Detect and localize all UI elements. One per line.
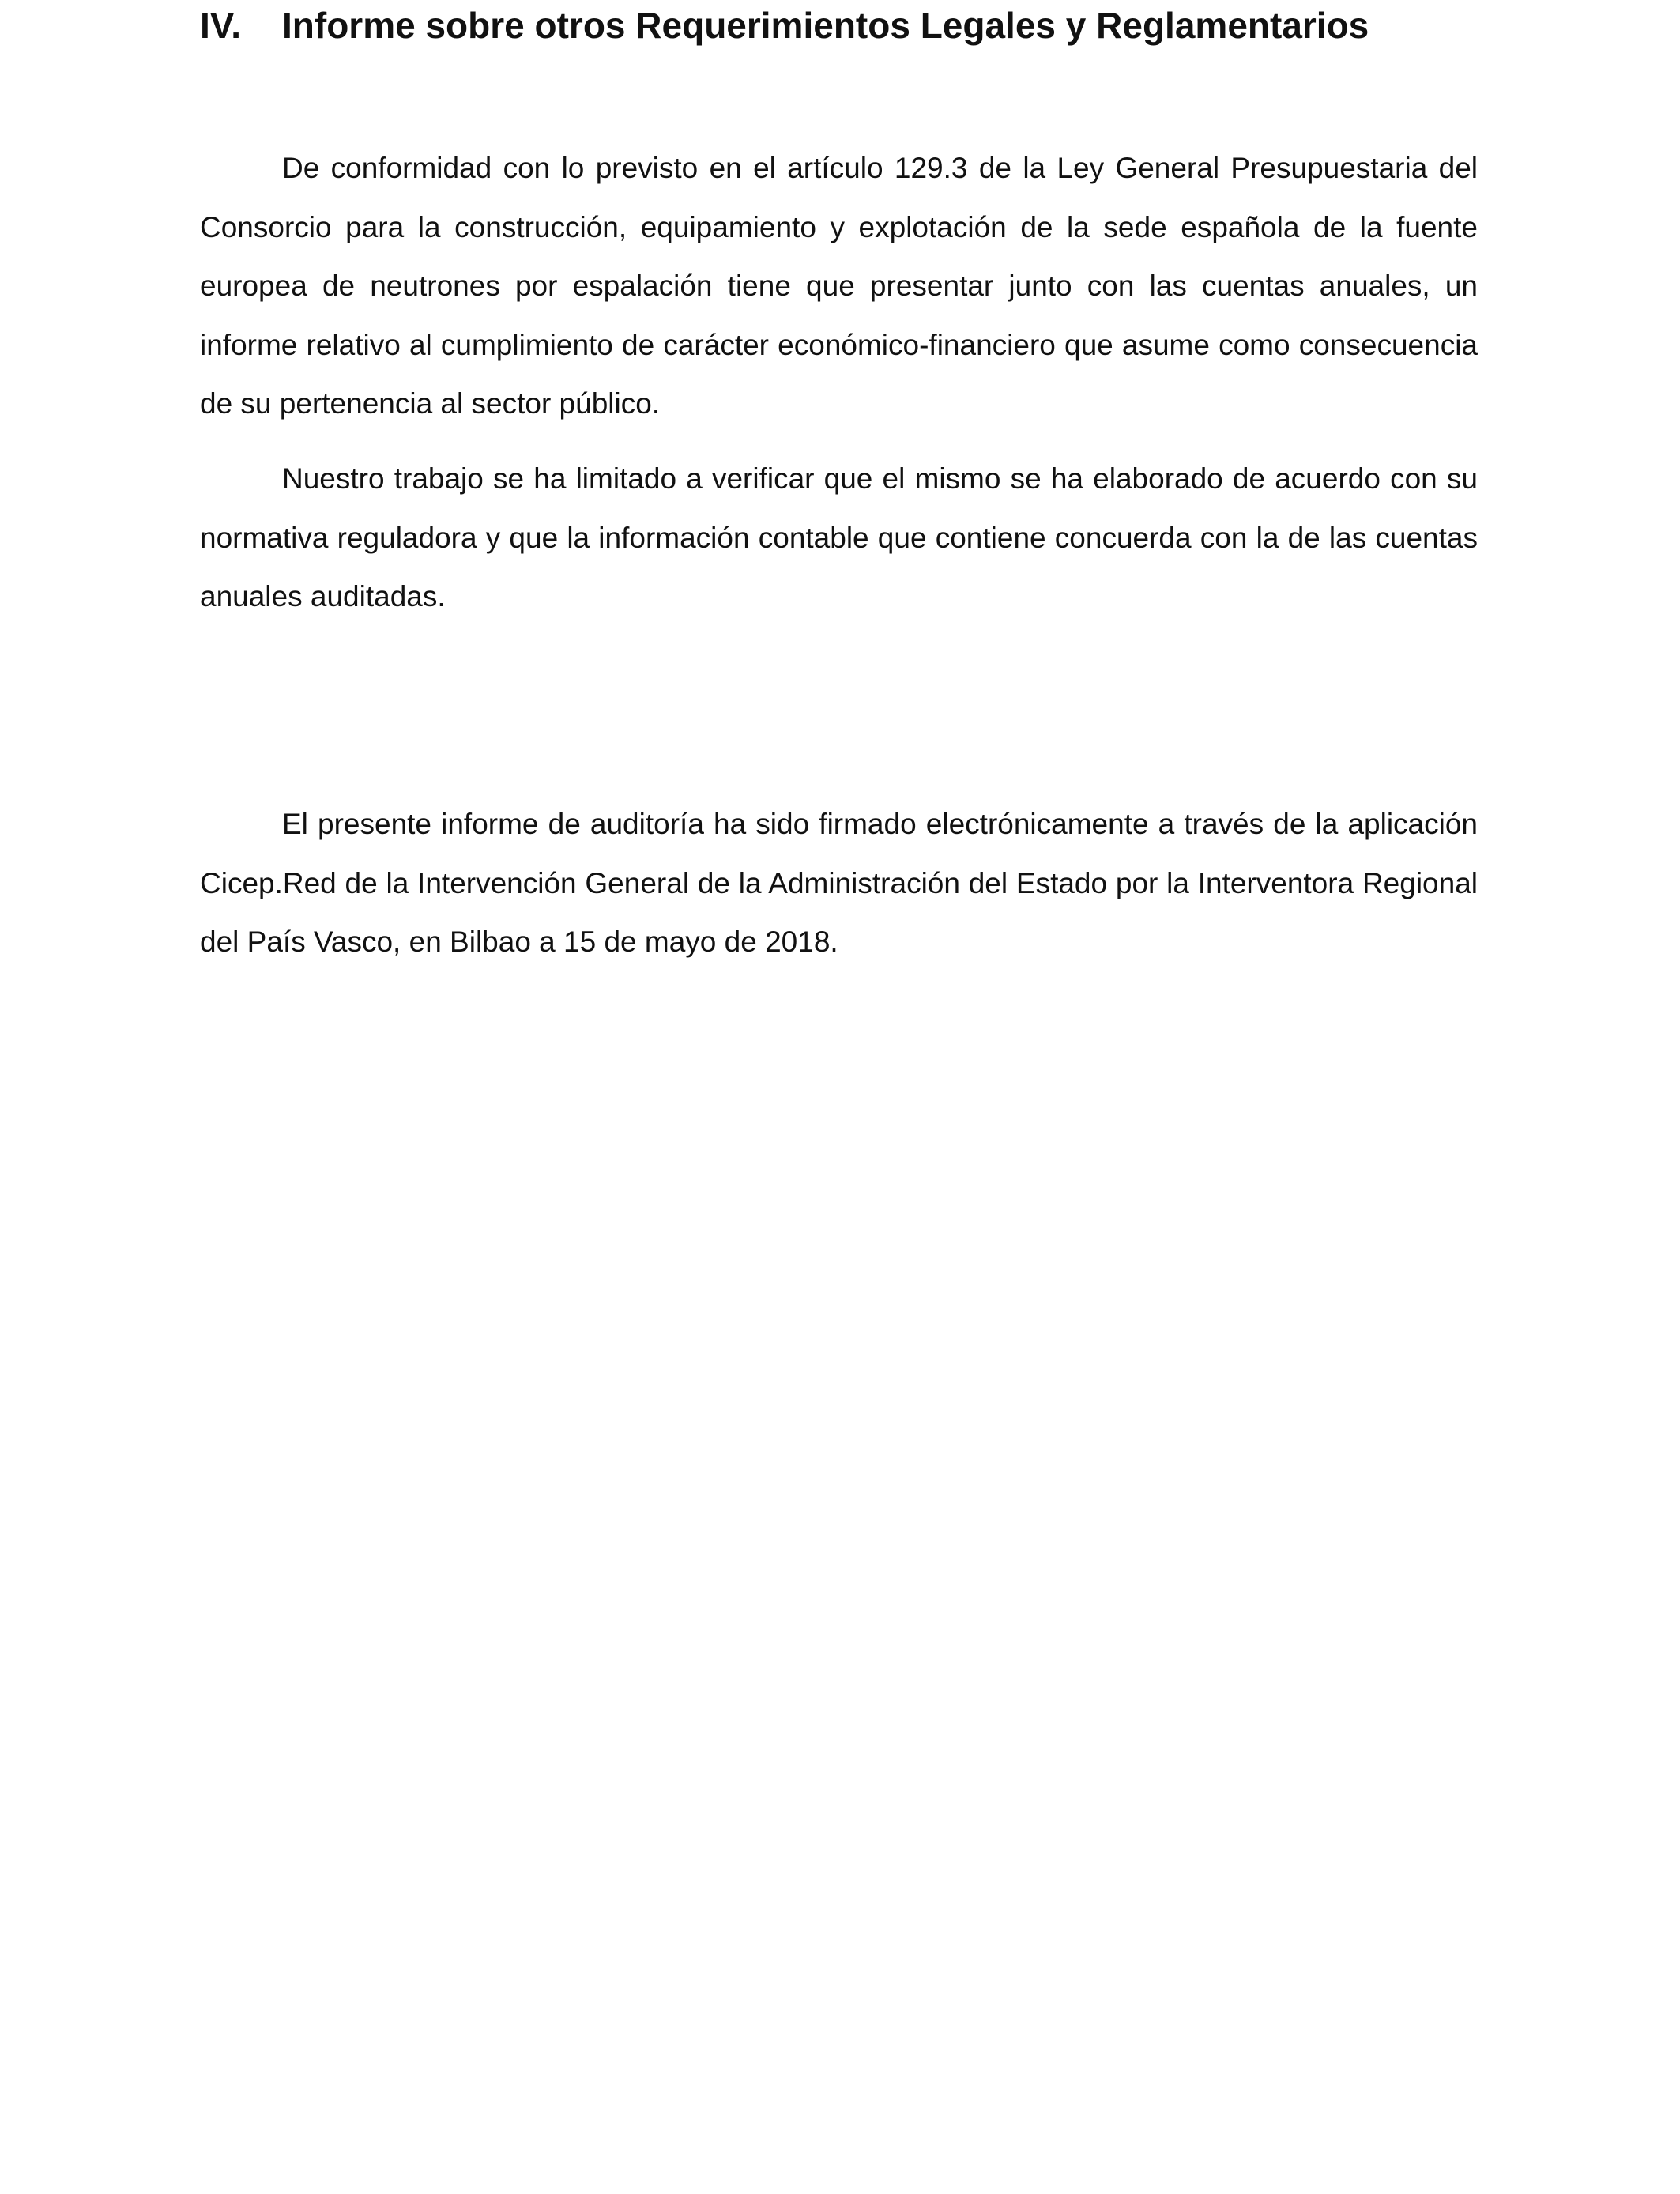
paragraph-work-scope: Nuestro trabajo se ha limitado a verificar que el mismo se ha elaborado de acuerdo con su normativa reguladora y que la información contable que contiene concuerda con la de las cuentas anuales auditadas. (200, 462, 1478, 613)
section-heading (200, 0, 1496, 51)
paragraph-legal-requirements: De conformidad con lo previsto en el artículo 129.3 de la Ley General Presupuestaria del Consorcio para la construcción, equipamiento y explotación de la sede española de la fuente europea de neutrones por espalación tiene que presentar junto con las cuentas anuales, un informe relativo al cumplimiento de carácter económico-financiero que asume como consecuencia de su pertenencia al sector público. (200, 152, 1478, 420)
section-title: Informe sobre otros Requerimientos Legales y Reglamentarios (282, 5, 1369, 46)
paragraph-signature-statement: El presente informe de auditoría ha sido firmado electrónicamente a través de la aplicación Cicep.Red de la Intervención General de la Administración del Estado por la Interventora Regional del País Vasco, en Bilbao a 15 de mayo de 2018. (200, 808, 1478, 958)
section-number: IV. (200, 5, 242, 46)
